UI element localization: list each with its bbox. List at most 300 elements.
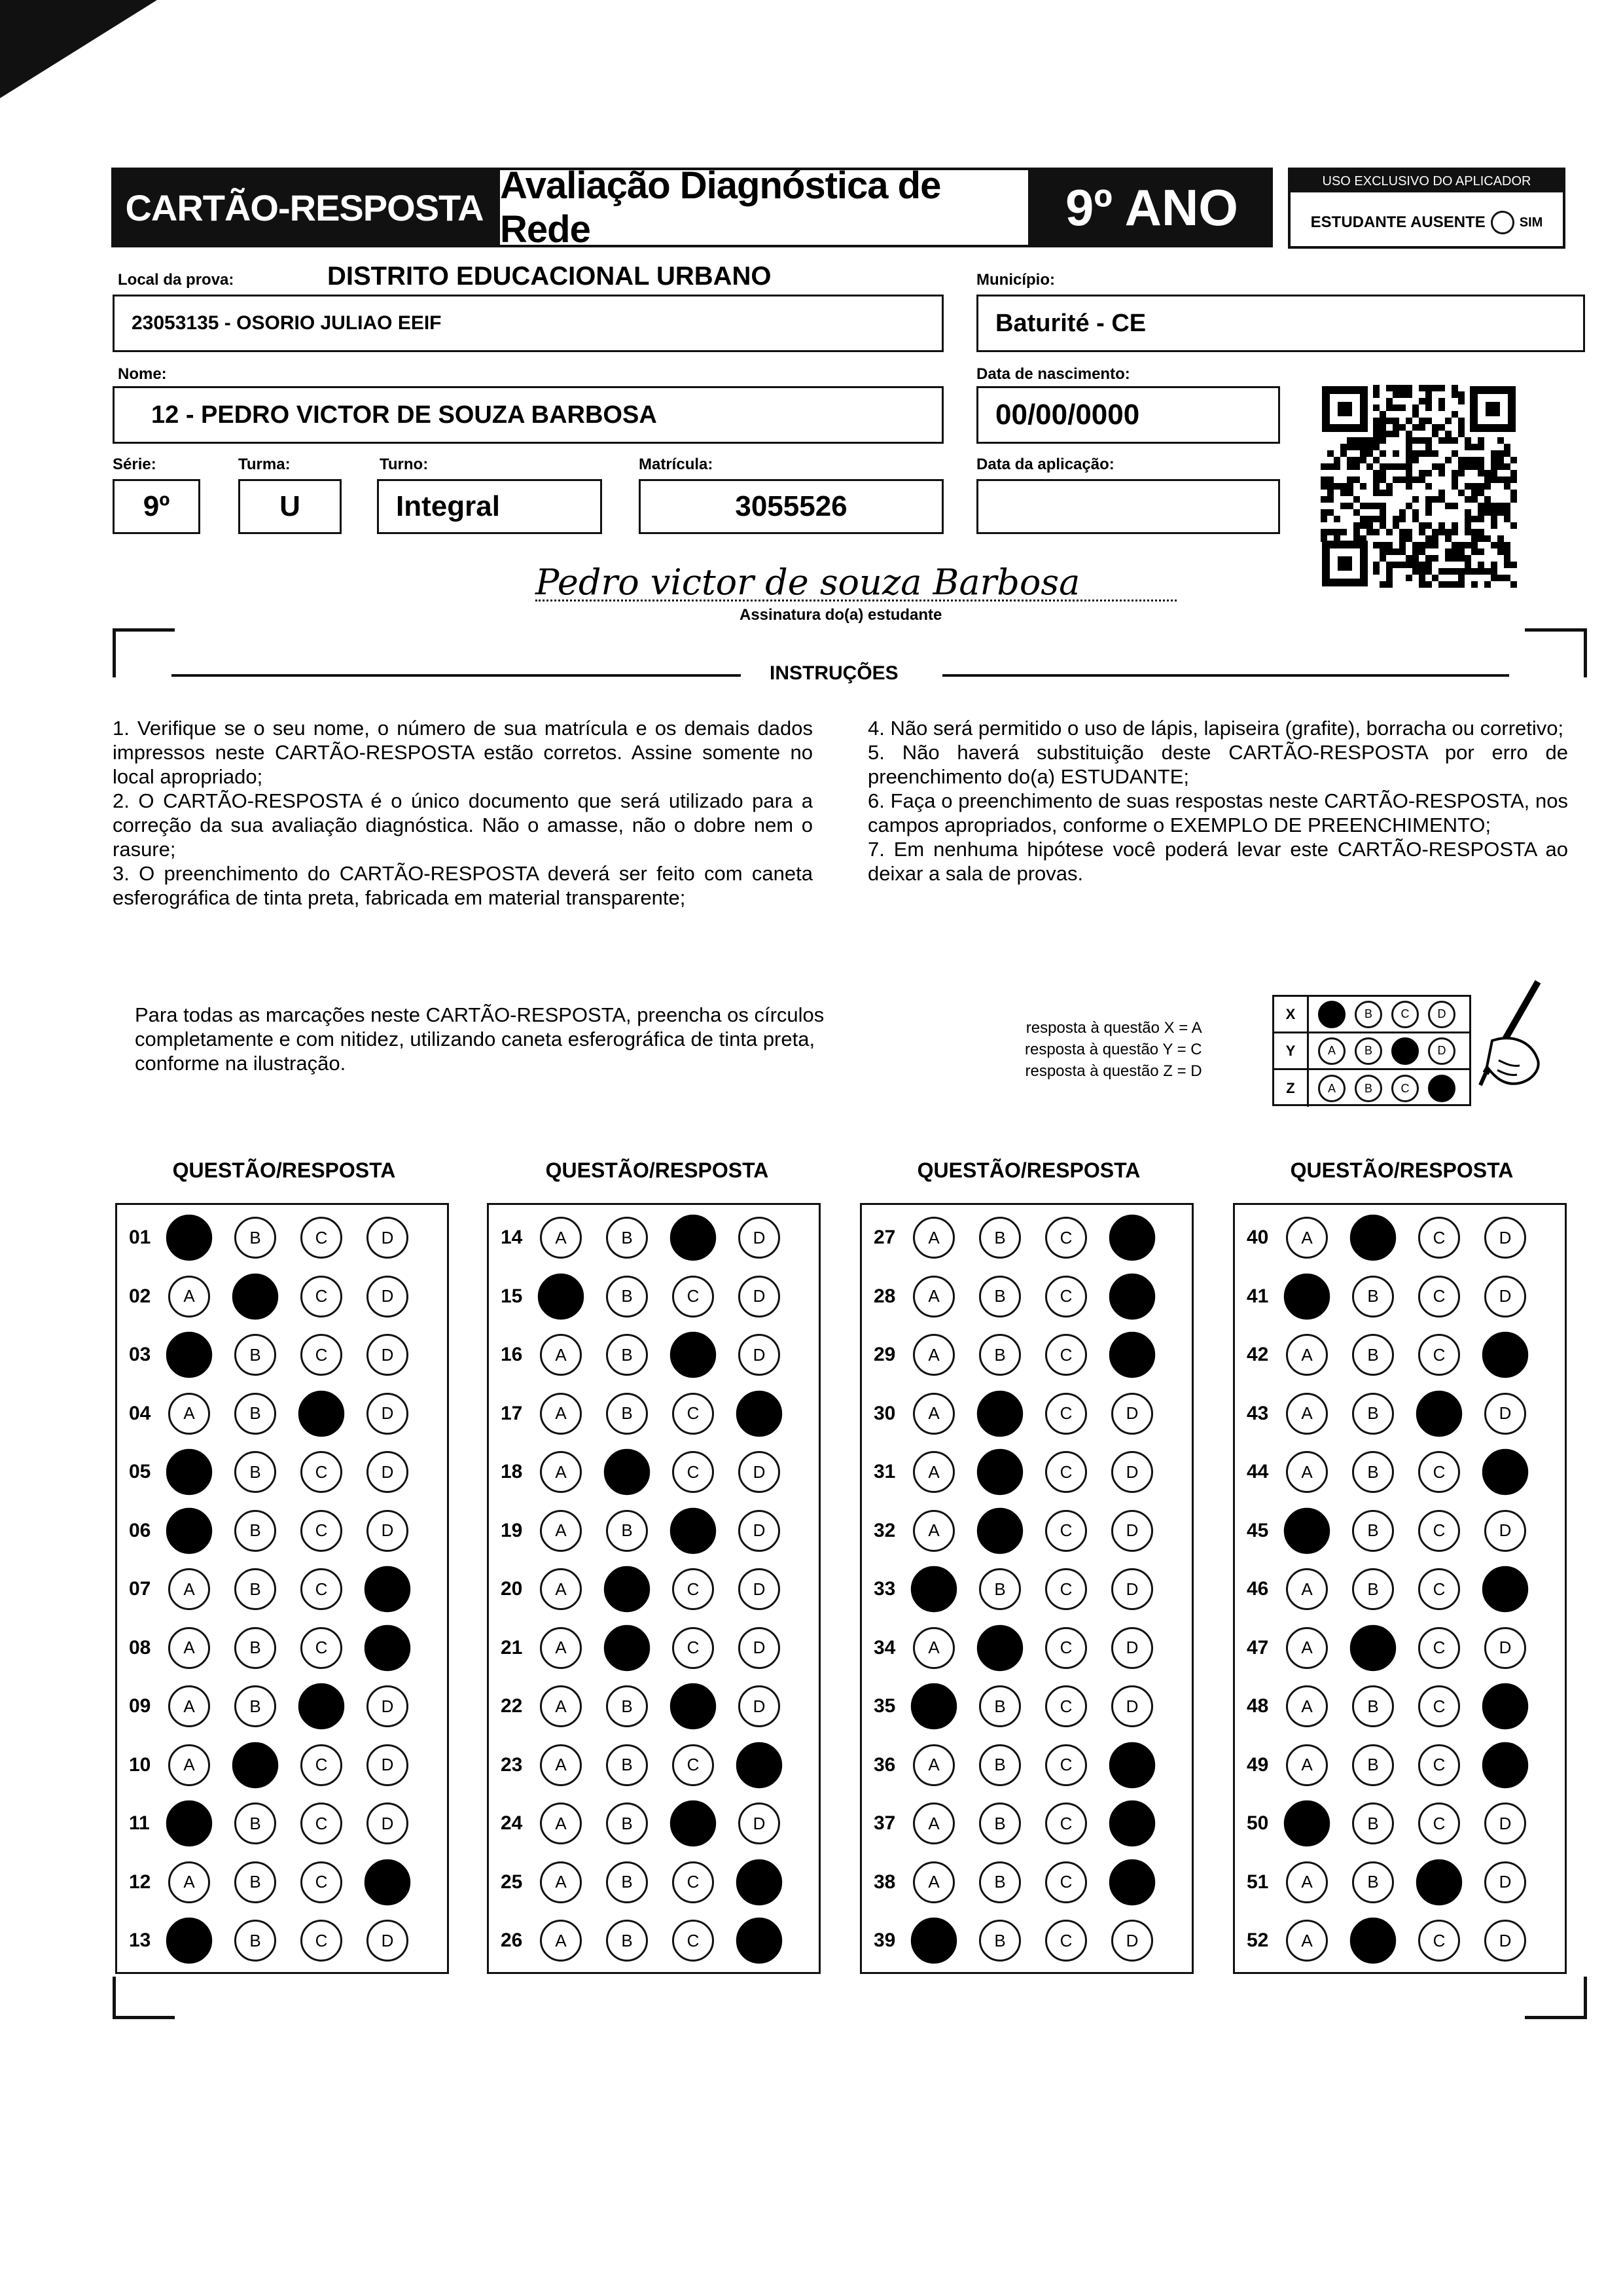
answer-bubble-d[interactable]: D — [1484, 1276, 1526, 1318]
answer-bubble-d[interactable] — [736, 1390, 782, 1436]
answer-bubble-a[interactable]: A — [540, 1217, 582, 1259]
answer-bubble-a[interactable]: A — [168, 1627, 210, 1669]
answer-bubble-c[interactable]: C — [300, 1803, 342, 1844]
answer-row — [117, 1209, 447, 1266]
answer-bubble-b[interactable] — [977, 1449, 1023, 1495]
answer-bubble-b[interactable]: B — [979, 1920, 1021, 1962]
answer-bubble-b[interactable]: B — [1352, 1334, 1394, 1376]
answer-bubble-d[interactable]: D — [1484, 1803, 1526, 1844]
answer-bubble-d[interactable]: D — [1111, 1393, 1153, 1435]
answer-bubble-d[interactable] — [1109, 1742, 1155, 1787]
answer-bubble-c[interactable] — [670, 1507, 716, 1553]
answer-bubble-c[interactable]: C — [300, 1568, 342, 1610]
answer-bubble-a[interactable]: A — [1286, 1393, 1328, 1435]
qr-module — [1491, 562, 1497, 568]
answer-bubble-b[interactable] — [604, 1624, 650, 1670]
answer-bubble-b[interactable]: B — [979, 1568, 1021, 1610]
answer-bubble-a[interactable]: A — [913, 1334, 955, 1376]
answer-bubble-d[interactable]: D — [738, 1510, 780, 1552]
answer-bubble-c[interactable]: C — [1045, 1920, 1087, 1962]
answer-bubble-a[interactable]: A — [1286, 1627, 1328, 1669]
answer-bubble-d[interactable] — [1482, 1566, 1528, 1612]
qr-module — [1393, 385, 1399, 391]
answer-bubble-a[interactable]: A — [540, 1627, 582, 1669]
answer-bubble-c[interactable] — [1416, 1390, 1462, 1436]
answer-bubble-b[interactable]: B — [234, 1451, 276, 1493]
answer-bubble-d[interactable] — [1482, 1742, 1528, 1787]
question-number: 03 — [129, 1344, 151, 1365]
qr-module — [1360, 457, 1366, 463]
qr-module — [1478, 483, 1484, 490]
absent-checkbox[interactable] — [1491, 211, 1514, 234]
qr-module — [1425, 404, 1432, 411]
answer-bubble-c[interactable]: C — [672, 1744, 714, 1786]
qr-module — [1334, 463, 1340, 470]
answer-bubble-c[interactable]: C — [1045, 1685, 1087, 1727]
answer-bubble-c[interactable]: C — [672, 1568, 714, 1610]
qr-module — [1380, 548, 1386, 555]
answer-bubble-b[interactable]: B — [1352, 1803, 1394, 1844]
answer-bubble-a[interactable]: A — [168, 1744, 210, 1786]
answer-bubble-b[interactable] — [977, 1507, 1023, 1553]
answer-bubble-c[interactable] — [670, 1801, 716, 1846]
answer-bubble-b[interactable]: B — [606, 1334, 648, 1376]
question-number: 02 — [129, 1285, 151, 1307]
qr-module — [1438, 424, 1445, 431]
answer-bubble-c[interactable]: C — [1418, 1510, 1460, 1552]
answer-bubble-b[interactable]: B — [1352, 1393, 1394, 1435]
answer-bubble-c[interactable]: C — [1045, 1744, 1087, 1786]
qr-module — [1412, 496, 1419, 503]
answer-bubble-b[interactable] — [1350, 1215, 1396, 1261]
qr-module — [1406, 529, 1412, 535]
answer-bubble-b[interactable]: B — [979, 1276, 1021, 1318]
answer-bubble-b[interactable]: B — [1352, 1568, 1394, 1610]
answer-row — [862, 1209, 1192, 1266]
answer-bubble-a[interactable] — [166, 1449, 212, 1495]
answer-bubble-a[interactable]: A — [168, 1393, 210, 1435]
answer-bubble-c[interactable]: C — [1045, 1217, 1087, 1259]
answer-bubble-c[interactable]: C — [300, 1510, 342, 1552]
answer-bubble-a[interactable] — [911, 1683, 957, 1729]
answer-bubble-a[interactable]: A — [913, 1627, 955, 1669]
qr-module — [1412, 509, 1419, 516]
answer-bubble-c[interactable]: C — [1418, 1568, 1460, 1610]
answer-bubble-d[interactable]: D — [366, 1803, 408, 1844]
answer-bubble-b[interactable]: B — [234, 1568, 276, 1610]
answer-bubble-a[interactable]: A — [540, 1510, 582, 1552]
answer-bubble-a[interactable]: A — [540, 1568, 582, 1610]
qr-module — [1353, 509, 1360, 516]
answer-bubble-c[interactable] — [670, 1332, 716, 1378]
answer-bubble-d[interactable]: D — [738, 1334, 780, 1376]
answer-bubble-d[interactable]: D — [366, 1510, 408, 1552]
qr-module — [1419, 548, 1425, 555]
answer-bubble-b[interactable] — [977, 1624, 1023, 1670]
answer-bubble-c[interactable]: C — [1418, 1744, 1460, 1786]
answer-bubble-b[interactable]: B — [979, 1803, 1021, 1844]
answer-bubble-a[interactable]: A — [540, 1685, 582, 1727]
answer-bubble-a[interactable] — [911, 1566, 957, 1612]
answer-bubble-a[interactable]: A — [168, 1568, 210, 1610]
answer-bubble-b[interactable]: B — [234, 1217, 276, 1259]
answer-bubble-d[interactable]: D — [1484, 1920, 1526, 1962]
answer-bubble-b[interactable] — [1350, 1624, 1396, 1670]
qr-module — [1327, 529, 1334, 535]
answer-bubble-c[interactable]: C — [1045, 1393, 1087, 1435]
answer-bubble-b[interactable] — [1350, 1918, 1396, 1964]
qr-module — [1484, 581, 1491, 588]
qr-module — [1425, 522, 1432, 529]
qr-module — [1321, 463, 1327, 470]
answer-bubble-c[interactable] — [670, 1215, 716, 1261]
qr-module — [1432, 385, 1438, 391]
question-number: 31 — [874, 1461, 896, 1482]
answer-bubble-b[interactable]: B — [606, 1510, 648, 1552]
answer-bubble-d[interactable]: D — [738, 1803, 780, 1844]
answer-bubble-c[interactable]: C — [1418, 1334, 1460, 1376]
answer-bubble-a[interactable] — [911, 1918, 957, 1964]
answer-bubble-a[interactable]: A — [540, 1393, 582, 1435]
qr-module — [1373, 470, 1380, 476]
qr-module — [1438, 581, 1445, 588]
answer-bubble-b[interactable] — [977, 1390, 1023, 1436]
answer-bubble-a[interactable]: A — [1286, 1217, 1328, 1259]
answer-bubble-d[interactable] — [1109, 1273, 1155, 1319]
qr-module — [1438, 470, 1445, 476]
answer-bubble-b[interactable]: B — [606, 1861, 648, 1903]
answer-bubble-b[interactable]: B — [606, 1217, 648, 1259]
answer-bubble-a[interactable]: A — [1286, 1451, 1328, 1493]
answer-bubble-d[interactable]: D — [1111, 1685, 1153, 1727]
answer-bubble-a[interactable] — [1284, 1801, 1330, 1846]
answer-bubble-b[interactable]: B — [234, 1627, 276, 1669]
answer-bubble-d[interactable] — [736, 1742, 782, 1787]
answer-bubble-b[interactable]: B — [1352, 1685, 1394, 1727]
answer-row — [117, 1502, 447, 1560]
answer-bubble-a[interactable]: A — [540, 1920, 582, 1962]
qr-module — [1347, 463, 1353, 470]
qr-module — [1373, 431, 1380, 437]
answer-bubble-a[interactable] — [166, 1918, 212, 1964]
answer-bubble-c[interactable]: C — [672, 1451, 714, 1493]
qr-module — [1478, 568, 1484, 575]
qr-module — [1432, 463, 1438, 470]
answer-bubble-d[interactable] — [365, 1859, 410, 1905]
qr-module — [1386, 385, 1393, 391]
answer-bubble-a[interactable]: A — [540, 1334, 582, 1376]
answer-bubble-d[interactable]: D — [366, 1744, 408, 1786]
answer-bubble-d[interactable] — [736, 1859, 782, 1905]
answer-bubble-d[interactable]: D — [1111, 1568, 1153, 1610]
answer-bubble-a[interactable] — [166, 1801, 212, 1846]
qr-module — [1478, 490, 1484, 496]
answer-bubble-b[interactable]: B — [1352, 1451, 1394, 1493]
answer-bubble-c[interactable]: C — [1045, 1803, 1087, 1844]
answer-bubble-c[interactable]: C — [1418, 1803, 1460, 1844]
instruction-item: 4. Não será permitido o uso de lápis, lapiseira (grafite), borracha ou corretivo; — [868, 717, 1564, 740]
answer-bubble-d[interactable]: D — [738, 1568, 780, 1610]
answer-bubble-b[interactable]: B — [234, 1334, 276, 1376]
answer-bubble-c[interactable]: C — [672, 1393, 714, 1435]
answer-bubble-a[interactable]: A — [913, 1510, 955, 1552]
answer-bubble-b[interactable]: B — [979, 1744, 1021, 1786]
qr-module — [1452, 411, 1458, 418]
qr-module — [1458, 391, 1465, 398]
example-row-label: Z — [1274, 1070, 1309, 1107]
question-number: 46 — [1247, 1578, 1269, 1600]
qr-module — [1406, 476, 1412, 483]
answer-bubble-d[interactable] — [1482, 1683, 1528, 1729]
answer-bubble-d[interactable]: D — [366, 1393, 408, 1435]
answer-bubble-b[interactable]: B — [606, 1803, 648, 1844]
answer-bubble-b[interactable]: B — [606, 1393, 648, 1435]
answer-bubble-b[interactable]: B — [234, 1861, 276, 1903]
answer-bubble-d[interactable]: D — [366, 1451, 408, 1493]
answer-bubble-c[interactable]: C — [1418, 1627, 1460, 1669]
answer-bubble-d[interactable]: D — [366, 1217, 408, 1259]
question-number: 06 — [129, 1519, 151, 1541]
answer-bubble-a[interactable]: A — [913, 1744, 955, 1786]
answer-row — [1235, 1209, 1565, 1266]
answer-bubble-d[interactable] — [365, 1566, 410, 1612]
answer-bubble-d[interactable]: D — [366, 1334, 408, 1376]
answer-bubble-c[interactable] — [298, 1390, 344, 1436]
answer-bubble-b[interactable] — [232, 1273, 278, 1319]
answer-bubble-c[interactable]: C — [672, 1861, 714, 1903]
answer-bubble-b[interactable]: B — [979, 1685, 1021, 1727]
answer-bubble-c[interactable]: C — [1045, 1451, 1087, 1493]
qr-module — [1393, 548, 1399, 555]
answer-bubble-b[interactable]: B — [234, 1685, 276, 1727]
answer-bubble-b[interactable]: B — [1352, 1744, 1394, 1786]
qr-module — [1340, 529, 1347, 535]
answer-bubble-c[interactable]: C — [1418, 1451, 1460, 1493]
answer-bubble-d[interactable] — [1109, 1332, 1155, 1378]
answer-bubble-a[interactable]: A — [1286, 1685, 1328, 1727]
qr-module — [1438, 463, 1445, 470]
answer-bubble-d[interactable]: D — [366, 1920, 408, 1962]
answer-bubble-c[interactable]: C — [672, 1276, 714, 1318]
answer-bubble-d[interactable]: D — [1484, 1627, 1526, 1669]
answer-bubble-a[interactable]: A — [540, 1451, 582, 1493]
answer-bubble-c[interactable] — [298, 1683, 344, 1729]
answer-bubble-a[interactable]: A — [1286, 1920, 1328, 1962]
answer-bubble-d[interactable]: D — [1484, 1217, 1526, 1259]
answer-bubble-c[interactable] — [1416, 1859, 1462, 1905]
answer-bubble-b[interactable]: B — [1352, 1861, 1394, 1903]
qr-module — [1412, 437, 1419, 444]
answer-bubble-a[interactable] — [538, 1273, 584, 1319]
signature-line — [535, 600, 1177, 601]
answer-bubble-b[interactable]: B — [979, 1334, 1021, 1376]
answer-bubble-d[interactable]: D — [738, 1217, 780, 1259]
answer-bubble-d[interactable]: D — [1484, 1510, 1526, 1552]
qr-module — [1373, 516, 1380, 522]
answer-bubble-a[interactable]: A — [913, 1393, 955, 1435]
qr-module — [1471, 535, 1478, 542]
answer-bubble-a[interactable]: A — [540, 1744, 582, 1786]
answer-bubble-b[interactable] — [604, 1566, 650, 1612]
answer-bubble-b[interactable]: B — [979, 1861, 1021, 1903]
qr-module — [1445, 548, 1452, 555]
example-bubble-b: B — [1355, 1075, 1382, 1102]
answer-bubble-a[interactable]: A — [540, 1861, 582, 1903]
qr-module — [1432, 555, 1438, 562]
qr-module — [1458, 463, 1465, 470]
answer-bubble-a[interactable] — [1284, 1273, 1330, 1319]
answer-bubble-c[interactable]: C — [300, 1861, 342, 1903]
answer-bubble-a[interactable]: A — [540, 1803, 582, 1844]
answer-bubble-d[interactable] — [365, 1624, 410, 1670]
answer-bubble-a[interactable]: A — [913, 1276, 955, 1318]
qr-module — [1406, 391, 1412, 398]
qr-module — [1452, 385, 1458, 391]
question-number: 33 — [874, 1578, 896, 1600]
answer-bubble-a[interactable]: A — [913, 1217, 955, 1259]
qr-code — [1321, 385, 1517, 588]
example-bubble-c: C — [1391, 1075, 1419, 1102]
answer-row — [862, 1677, 1192, 1735]
question-number: 48 — [1247, 1695, 1269, 1717]
qr-module — [1471, 463, 1478, 470]
answer-bubble-b[interactable]: B — [1352, 1510, 1394, 1552]
answer-bubble-d[interactable]: D — [366, 1685, 408, 1727]
qr-module — [1373, 542, 1380, 548]
answer-bubble-d[interactable]: D — [1111, 1627, 1153, 1669]
answer-bubble-a[interactable] — [1284, 1507, 1330, 1553]
answer-bubble-d[interactable] — [1109, 1215, 1155, 1261]
qr-module — [1386, 568, 1393, 575]
answer-bubble-d[interactable]: D — [1484, 1861, 1526, 1903]
qr-module — [1491, 542, 1497, 548]
qr-module — [1497, 503, 1504, 509]
question-number: 40 — [1247, 1227, 1269, 1248]
answer-bubble-b[interactable]: B — [606, 1744, 648, 1786]
answer-bubble-b[interactable]: B — [606, 1276, 648, 1318]
answer-bubble-a[interactable] — [166, 1507, 212, 1553]
qr-module — [1504, 555, 1510, 562]
qr-module — [1340, 490, 1347, 496]
answer-bubble-a[interactable]: A — [168, 1276, 210, 1318]
answer-bubble-a[interactable]: A — [1286, 1568, 1328, 1610]
qr-module — [1412, 457, 1419, 463]
answer-bubble-c[interactable]: C — [1045, 1568, 1087, 1610]
answer-bubble-b[interactable] — [232, 1742, 278, 1787]
answer-bubble-c[interactable]: C — [300, 1627, 342, 1669]
question-number: 49 — [1247, 1753, 1269, 1776]
answer-row — [489, 1912, 819, 1969]
answer-bubble-c[interactable]: C — [1045, 1276, 1087, 1318]
answer-bubble-a[interactable]: A — [1286, 1334, 1328, 1376]
answer-bubble-c[interactable]: C — [672, 1920, 714, 1962]
answer-bubble-c[interactable]: C — [1045, 1627, 1087, 1669]
qr-module — [1452, 568, 1458, 575]
answer-bubble-c[interactable]: C — [1418, 1217, 1460, 1259]
answer-bubble-b[interactable]: B — [234, 1920, 276, 1962]
example-bubble-b: B — [1355, 1037, 1382, 1065]
qr-module — [1425, 503, 1432, 509]
qr-module — [1406, 503, 1412, 509]
answer-bubble-c[interactable]: C — [1045, 1334, 1087, 1376]
answer-bubble-d[interactable] — [1109, 1859, 1155, 1905]
answer-bubble-d[interactable] — [1109, 1801, 1155, 1846]
answer-bubble-d[interactable]: D — [1111, 1451, 1153, 1493]
answer-bubble-b[interactable]: B — [606, 1685, 648, 1727]
answer-bubble-d[interactable] — [1482, 1332, 1528, 1378]
answer-bubble-c[interactable]: C — [1045, 1861, 1087, 1903]
qr-module — [1491, 568, 1497, 575]
answer-bubble-d[interactable]: D — [1484, 1393, 1526, 1435]
answer-bubble-b[interactable] — [604, 1449, 650, 1495]
answer-bubble-b[interactable]: B — [979, 1217, 1021, 1259]
qr-module — [1380, 470, 1386, 476]
answer-bubble-c[interactable]: C — [300, 1451, 342, 1493]
answer-bubble-a[interactable]: A — [168, 1861, 210, 1903]
qr-module — [1373, 418, 1380, 424]
answer-bubble-d[interactable]: D — [366, 1276, 408, 1318]
answer-bubble-c[interactable]: C — [300, 1920, 342, 1962]
qr-module — [1327, 463, 1334, 470]
answer-bubble-c[interactable]: C — [300, 1276, 342, 1318]
qr-module — [1360, 522, 1366, 529]
answer-bubble-b[interactable]: B — [606, 1920, 648, 1962]
question-number: 13 — [129, 1929, 151, 1951]
qr-module — [1497, 476, 1504, 483]
answer-bubble-d[interactable]: D — [1111, 1920, 1153, 1962]
answer-bubble-c[interactable]: C — [1418, 1276, 1460, 1318]
answer-bubble-c[interactable]: C — [300, 1334, 342, 1376]
answer-bubble-a[interactable]: A — [913, 1861, 955, 1903]
answer-bubble-d[interactable]: D — [1111, 1510, 1153, 1552]
answer-bubble-d[interactable]: D — [738, 1685, 780, 1727]
answer-bubble-d[interactable] — [1482, 1449, 1528, 1495]
answer-bubble-d[interactable]: D — [738, 1276, 780, 1318]
answer-bubble-a[interactable]: A — [1286, 1861, 1328, 1903]
qr-module — [1373, 424, 1380, 431]
nascimento-field: 00/00/0000 — [976, 386, 1280, 444]
answer-bubble-a[interactable]: A — [913, 1803, 955, 1844]
qr-module — [1432, 575, 1438, 581]
answer-bubble-a[interactable]: A — [913, 1451, 955, 1493]
answer-bubble-d[interactable] — [736, 1918, 782, 1964]
qr-module — [1373, 476, 1380, 483]
answer-bubble-a[interactable]: A — [1286, 1744, 1328, 1786]
answer-bubble-c[interactable]: C — [1045, 1510, 1087, 1552]
answer-bubble-c[interactable]: C — [300, 1217, 342, 1259]
qr-module — [1465, 444, 1471, 450]
qr-module — [1438, 437, 1445, 444]
answer-bubble-d[interactable]: D — [738, 1627, 780, 1669]
answer-bubble-a[interactable] — [166, 1332, 212, 1378]
qr-module — [1347, 476, 1353, 483]
answer-bubble-b[interactable]: B — [234, 1510, 276, 1552]
answer-bubble-b[interactable]: B — [1352, 1276, 1394, 1318]
answer-bubble-c[interactable]: C — [1418, 1920, 1460, 1962]
answer-bubble-d[interactable]: D — [738, 1451, 780, 1493]
answer-bubble-c[interactable]: C — [1418, 1685, 1460, 1727]
qr-module — [1491, 503, 1497, 509]
column-title: QUESTÃO/RESPOSTA — [917, 1158, 1141, 1182]
answer-bubble-a[interactable] — [166, 1215, 212, 1261]
answer-bubble-a[interactable]: A — [168, 1685, 210, 1727]
answer-bubble-c[interactable] — [670, 1683, 716, 1729]
answer-bubble-b[interactable]: B — [234, 1803, 276, 1844]
qr-module — [1366, 437, 1373, 444]
answer-bubble-b[interactable]: B — [234, 1393, 276, 1435]
answer-bubble-c[interactable]: C — [300, 1744, 342, 1786]
answer-bubble-c[interactable]: C — [672, 1627, 714, 1669]
